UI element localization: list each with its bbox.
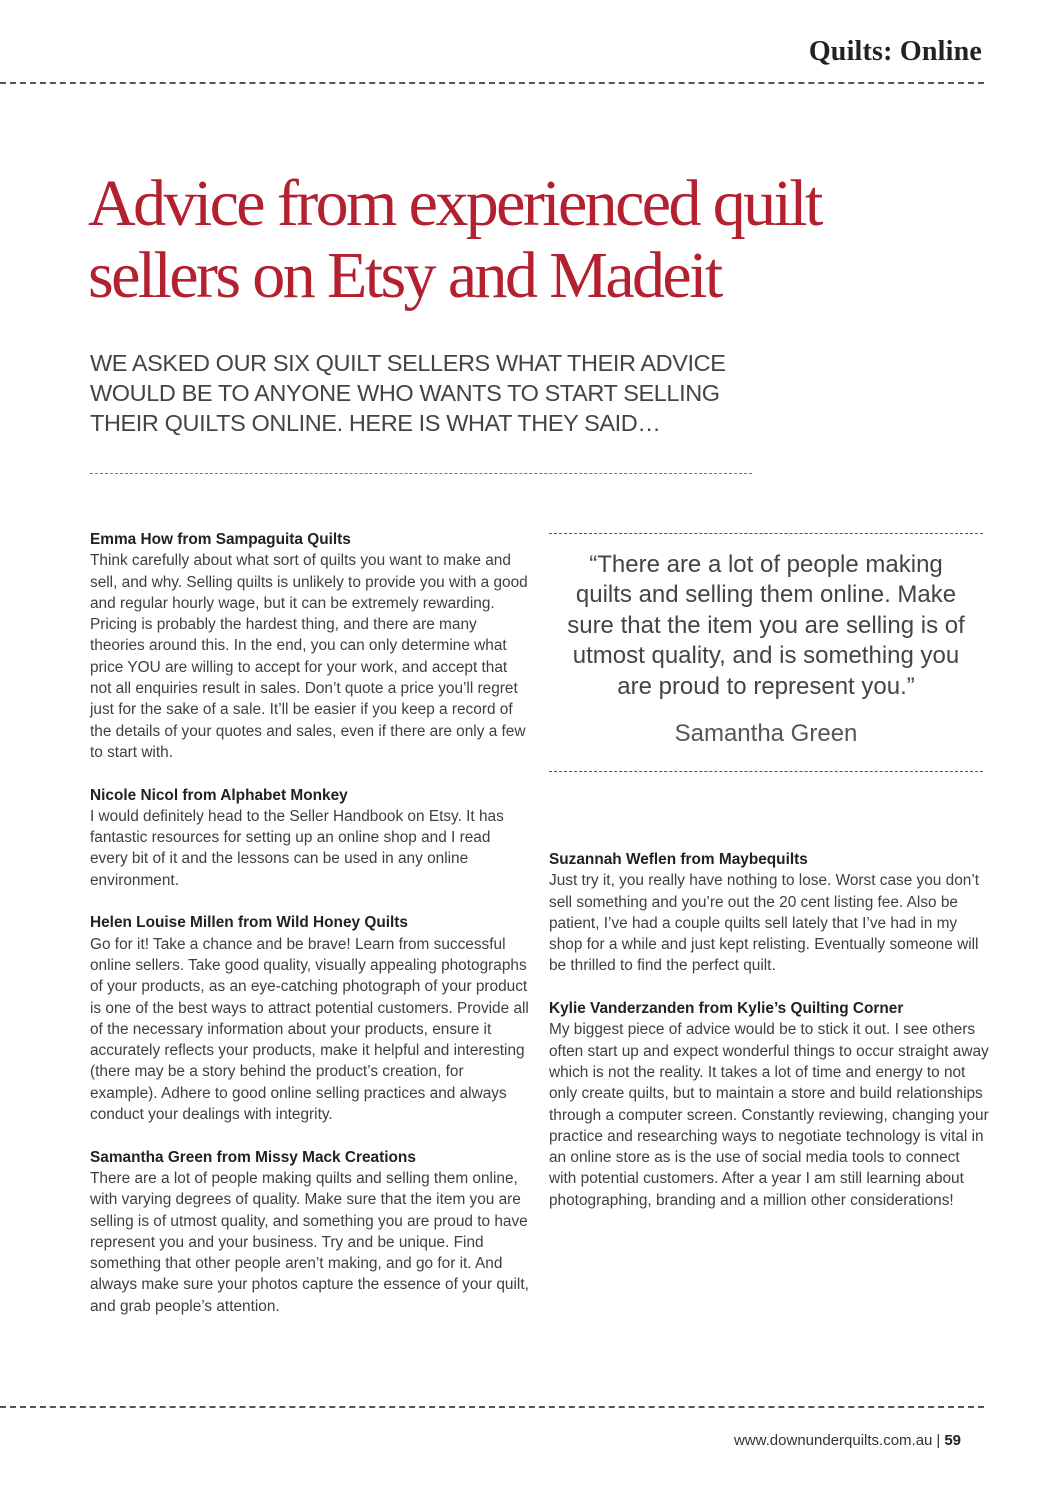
bottom-divider [0, 1406, 984, 1408]
page-footer [734, 1432, 961, 1449]
advice-entry [549, 998, 989, 1211]
advice-entry [90, 1147, 530, 1317]
entry-heading: Suzannah Weflen from Maybequilts [549, 851, 808, 868]
entry-body: Just try it, you really have nothing to lose. Worst case you don’t sell something and you’re out the 20 cent listing fee. Also be patient, I’ve had a couple quilts sell lately that I’ve had in my shop for a while and just kept relisting. Eventually someone will be thrilled to find the perfect quilt. [549, 872, 980, 975]
pull-quote-author: Samantha Green [674, 720, 858, 748]
footer-separator: | [936, 1432, 941, 1449]
advice-entry [90, 912, 530, 1125]
entry-body: Go for it! Take a chance and be brave! Learn from successful online sellers. Take good quality, visually appealing photographs of your products, as an eye-catching photograph of your product is one of the best ways to attract potential customers. Provide all of the necessary information about your products, ensure it accurately reflects your products, make it helpful and interesting (there may be a story behind the product’s creation, for example). Adhere to good online selling practices and always conduct your dealings with integrity. [90, 935, 529, 1124]
entry-body: My biggest piece of advice would be to stick it out. I see others often start up and expect wonderful things to occur straight away which is not the reality. It takes a lot of time and energy to not only create quilts, but to maintain a store and build relationships through a computer screen. Constantly reviewing, changing your practice and researching ways to negotiate technology is vital in an online store as is the use of social media tools to connect with potential customers. After a year I am still learning about photographing, branding and a million other considerations! [549, 1021, 989, 1209]
entry-heading: Emma How from Sampaguita Quilts [90, 531, 351, 548]
pull-quote-text: “There are a lot of people making quilts and selling them online. Make sure that the item you are selling is of utmost quality, and is something you are proud to represent you.” [567, 551, 965, 700]
entry-heading: Helen Louise Millen from Wild Honey Quilts [90, 914, 408, 932]
top-divider [0, 82, 984, 84]
advice-entry [90, 529, 530, 763]
pull-quote-box [549, 533, 983, 772]
intro-divider [90, 473, 752, 474]
entry-body: There are a lot of people making quilts and selling them online, with varying degrees of quality. Make sure that the item you are selling is of utmost quality, and something you are proud to have represent you and your business. Try and be unique. Find something that other people aren’t making, and go for it. And always make sure your photos capture the essence of your quilt, and grab people’s attention. [90, 1169, 529, 1315]
section-label: Quilts: Online [808, 36, 982, 67]
page-number: 59 [944, 1432, 961, 1449]
left-column [90, 529, 530, 1338]
entry-heading: Kylie Vanderzanden from Kylie’s Quilting Corner [549, 1000, 904, 1018]
advice-entry [90, 785, 530, 891]
article-headline: Advice from experienced quilt sellers on Etsy and Madeit [88, 167, 821, 312]
entry-body: Think carefully about what sort of quilts you want to make and sell, and why. Selling quilts is unlikely to provide you with a good and regular hourly wage, but it can be extremely rewarding. Pricing is probably the hardest thing, and there are many theories around this. In the end, you can only determine what price YOU are willing to accept for your work, and accept that not all enquiries result in sales. Don’t quote a price you’ll regret just for the sake of a sale. It’ll be easier if you keep a record of the details of your quotes and sales, even if there are only a few to start with. [90, 552, 528, 761]
footer-url[interactable]: www.downunderquilts.com.au [733, 1432, 933, 1449]
advice-entry [549, 849, 989, 977]
entry-body: I would definitely head to the Seller Handbook on Etsy. It has fantastic resources for setting up an online shop and I read every bit of it and the lessons can be used in any online environment. [90, 807, 504, 889]
article-intro: WE ASKED OUR SIX QUILT SELLERS WHAT THEIR ADVICE WOULD BE TO ANYONE WHO WANTS TO START SELLING THEIR QUILTS ONLINE. HERE IS WHAT THEY SAID… [90, 350, 726, 436]
entry-heading: Samantha Green from Missy Mack Creations [90, 1148, 416, 1166]
right-column [549, 849, 989, 1232]
entry-heading: Nicole Nicol from Alphabet Monkey [90, 786, 348, 804]
